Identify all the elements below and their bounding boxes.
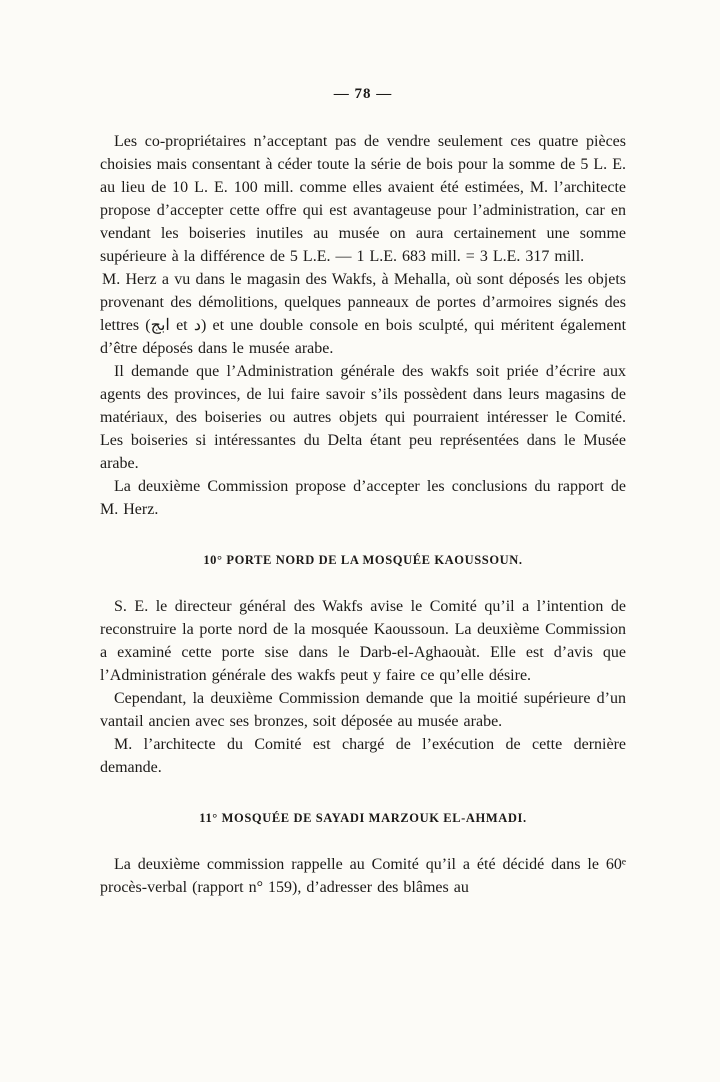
paragraph-administration-generale: Il demande que l’Administration générale des wakfs soit priée d’écrire aux agents des provinces, de lui faire savoir s’ils possèdent dans leurs magasins de matériaux, des boiseries ou autres objets qui pourraient intéresser le Comité. Les boiseries si intéressantes du Delta étant peu représentées dans le Musée arabe. bbox=[100, 363, 626, 472]
paragraph-deuxieme-commission-conclusions: La deuxième Commission propose d’accepter les conclusions du rapport de M. Herz. bbox=[100, 478, 626, 518]
paragraph-deuxieme-commission-rappelle: La deuxième commission rappelle au Comité qu’il a été décidé dans le 60ᵉ procès-verbal (rapport n° 159), d’adresser des blâmes au bbox=[100, 856, 626, 896]
section-heading-porte-nord-kaoussoun: 10° PORTE NORD DE LA MOSQUÉE KAOUSSOUN. bbox=[203, 553, 523, 567]
paragraph-cependant-vantail: Cependant, la deuxième Commission demande que la moitié supérieure d’un vantail ancien avec ses bronzes, soit déposée au musée arabe. bbox=[100, 690, 626, 730]
paragraph-coproprietaires: Les co-propriétaires n’acceptant pas de vendre seulement ces quatre pièces choisies mais consentant à céder toute la série de bois pour la somme de 5 L. E. au lieu de 10 L. E. 100 mill. comme elles avaient été estimées, M. l’architecte propose d’accepter cette offre qui est avantageuse pour l’administration, car en vendant les boiseries inutiles au musée on aura certainement une somme supérieure à la différence de 5 L.E. — 1 L.E. 683 mill. = 3 L.E. 317 mill. bbox=[100, 133, 626, 265]
section-heading-mosquee-sayadi-marzouk: 11° MOSQUÉE DE SAYADI MARZOUK EL-AHMADI. bbox=[199, 811, 527, 825]
paragraph-herz-magasin-wakfs: M. Herz a vu dans le magasin des Wakfs, à Mehalla, où sont déposés les objets provenant des démolitions, quelques panneaux de portes d’armoires signés des lettres (ابج et د) et une double console en bois sculpté, qui méritent également d’être déposés dans le musée arabe. bbox=[100, 271, 627, 357]
paragraph-directeur-general-wakfs: S. E. le directeur général des Wakfs avise le Comité qu’il a l’intention de reconstruire la porte nord de la mosquée Kaoussoun. La deuxième Commission a examiné cette porte sise dans le Darb-el-Aghaouàt. Elle est d’avis que l’Administration générale des wakfs peut y faire ce qu’elle désire. bbox=[100, 598, 626, 684]
page-number: — 78 — bbox=[333, 86, 393, 102]
paragraph-architecte-execution: M. l’architecte du Comité est chargé de l’exécution de cette dernière demande. bbox=[100, 736, 626, 776]
